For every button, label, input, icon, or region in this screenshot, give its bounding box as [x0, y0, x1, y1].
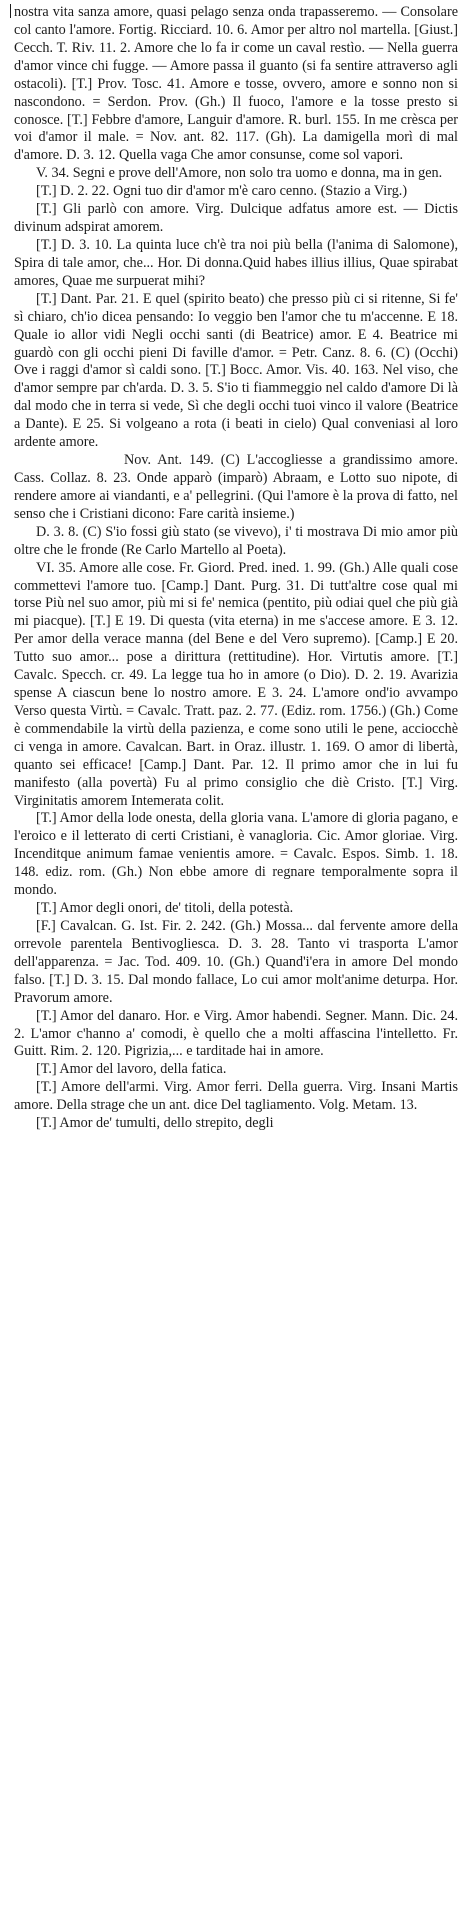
entry-paragraph: D. 3. 8. (C) S'io fossi giù stato (se vivevo), i' ti mostrava Di mio amor più oltre che le fronde (Re Carlo Martello al Poeta). — [14, 523, 458, 558]
entry-paragraph: [T.] Gli parlò con amore. Virg. Dulcique adfatus amore est. — Dictis divinum adspirat amorem. — [14, 201, 458, 236]
entry-paragraph: [T.] Amor della lode onesta, della gloria vana. L'amore di gloria pagano, e l'eroico e il letterato di certi Cristiani, è vanagloria. Cic. Amor gloriae. Virg. Incenditque animum famae venientis amore. = Cavalc. Espos. Simb. 1. 18. 148. ediz. rom. (Gh.) Non ebbe amore di regnare temporalmente sopra il mondo. — [14, 810, 458, 899]
entry-paragraph: [T.] D. 2. 22. Ogni tuo dir d'amor m'è caro cenno. (Stazio a Virg.) — [36, 183, 408, 200]
entry-paragraph: [T.] Amor del lavoro, della fatica. — [36, 1061, 227, 1078]
entry-paragraph: [T.] Amor del danaro. Hor. e Virg. Amor habendi. Segner. Mann. Dic. 24. 2. L'amor c'hanno a' comodi, è quello che a molti affascina l'intelletto. Fr. Guitt. Rim. 2. 120. Pigrizia,... e tarditade hai in amore. — [14, 1007, 458, 1060]
section-heading: V. 34. Segni e prove dell'Amore, non solo tra uomo e donna, ma in gen. — [36, 165, 443, 182]
entry-paragraph: [T.] Amor de' tumulti, dello strepito, degli — [36, 1115, 274, 1132]
entry-paragraph: [T.] Amor degli onori, de' titoli, della potestà. — [36, 900, 294, 917]
section-heading: VI. 35. Amore alle cose. Fr. Giord. Pred. ined. 1. 99. (Gh.) Alle quali cose commettevi l'amore tuo. [Camp.] Dant. Purg. 31. Di tutt'altre cose qual mi torse Più nel suo amor, più mi si fe' nemica (pentito, più odiai quel che più già mi piacque). [T.] E 19. Di questa (vita eterna) in me s'accese amore. E 3. 12. Per amor della verace manna (del Bene e del Vero supremo). [Camp.] E 20. Tutto suo amor... pose a dirittura (rettitudine). Hor. Virtutis amore. [T.] Cavalc. Specch. cr. 49. La legge tua ho in amore (o Dio). D. 2. 19. Avarizia spense A ciascun bene lo nostro amore. E 3. 24. L'amore ond'io avvampo Verso questa Virtù. = Cavalc. Tratt. paz. 2. 77. (Ediz. rom. 1756.) (Gh.) Come è commendabile la virtù della pazienza, e come sono utili le pene, acciocchè ci venga in amore. Cavalcan. Bart. in Oraz. illustr. 1. 169. O amor di libertà, quanto sei efficace! [Camp.] Dant. Par. 12. Il primo amor che in lui fu manifesto (alla povertà) Fu al primo consiglio che diè Cristo. [T.] Virg. Virginitatis amorem Intemerata colit. — [14, 559, 458, 809]
entry-paragraph: [F.] Cavalcan. G. Ist. Fir. 2. 242. (Gh.) Mossa... dal fervente amore della orrevole parentela Bentivogliesca. D. 3. 28. Tanto vi trasporta L'amor dell'apparenza. = Jac. Tod. 409. 10. (Gh.) Quand'i'era in amore Del mondo falso. [T.] D. 3. 15. Dal mondo fallace, Lo cui amor molt'anime deturpa. Hor. Pravorum amore. — [14, 918, 458, 1006]
entry-paragraph: nostra vita sanza amore, quasi pelago senza onda trapasseremo. — Consolare col canto l'amore. Fortig. Ricciard. 10. 6. Amor per altro nol martella. [Giust.] Cecch. T. Riv. 11. 2. Amore che lo fa ir come un caval restìo. — Nella guerra d'amor vince chi fugge. — Amore passa il guanto (si fa sentire attraverso agli ostacoli). [T.] Prov. Tosc. 41. Amore e tosse, ovvero, amore e sonno non si nascondono. = Serdon. Prov. (Gh.) Il fuoco, l'amore e la tosse presto si conosce. [T.] Febbre d'amore, Languir d'amore. R. burl. 155. In me crèsca per voi d'amor il male. = Nov. ant. 82. 117. (Gh). La damigella morì di mal d'amore. D. 3. 12. Quella vaga Che amor consunse, come sol vapori. — [14, 4, 458, 164]
entry-paragraph: [T.] Dant. Par. 21. E quel (spirito beato) che presso più ci si ritenne, Si fe' sì chiaro, ch'io dicea pensando: Io veggio ben l'amor che tu m'accenne. E 18. Quale io allor vidi Negli occhi santi (di Beatrice) amor. E 4. Beatrice mi guardò con gli occhi pieni Di faville d'amor. = Petr. Canz. 8. 6. (C) (Occhi) Ove i raggi d'amor sì caldi sono. [T.] Bocc. Amor. Vis. 40. 163. Nel viso, che d'amor sempre par ch'arda. D. 3. 5. S'io ti fiammeggio nel caldo d'amore Di là dal modo che in terra si vede, Sì che degli occhi tuoi vinco il valore (Beatrice a Dante). E 25. Si volgeano a rota (i beati in cielo) Qual conveniasi al loro ardente amore. — [14, 290, 458, 451]
entry-paragraph: Nov. Ant. 149. (C) L'accogliesse a grandissimo amore. Cass. Collaz. 8. 23. Onde apparò (imparò) Abraam, e Lotto suo nipote, di rendere amore ai viandanti, e a' pellegrini. (Qui l'amore è la prova di fatto, nel senso che i Cristiani dicono: Fare carità insieme.) — [14, 452, 458, 522]
entry-paragraph: [T.] Amore dell'armi. Virg. Amor ferri. Della guerra. Virg. Insani Martis amore. Della strage che un ant. dice Del tagliamento. Volg. Metam. 13. — [14, 1079, 458, 1114]
entry-paragraph: [T.] D. 3. 10. La quinta luce ch'è tra noi più bella (l'anima di Salomone), Spira di tale amor, che... Hor. Di donna.Quid habes illius illius, Quae spirabat amores, Quae me surpuerat mihi? — [14, 236, 458, 289]
